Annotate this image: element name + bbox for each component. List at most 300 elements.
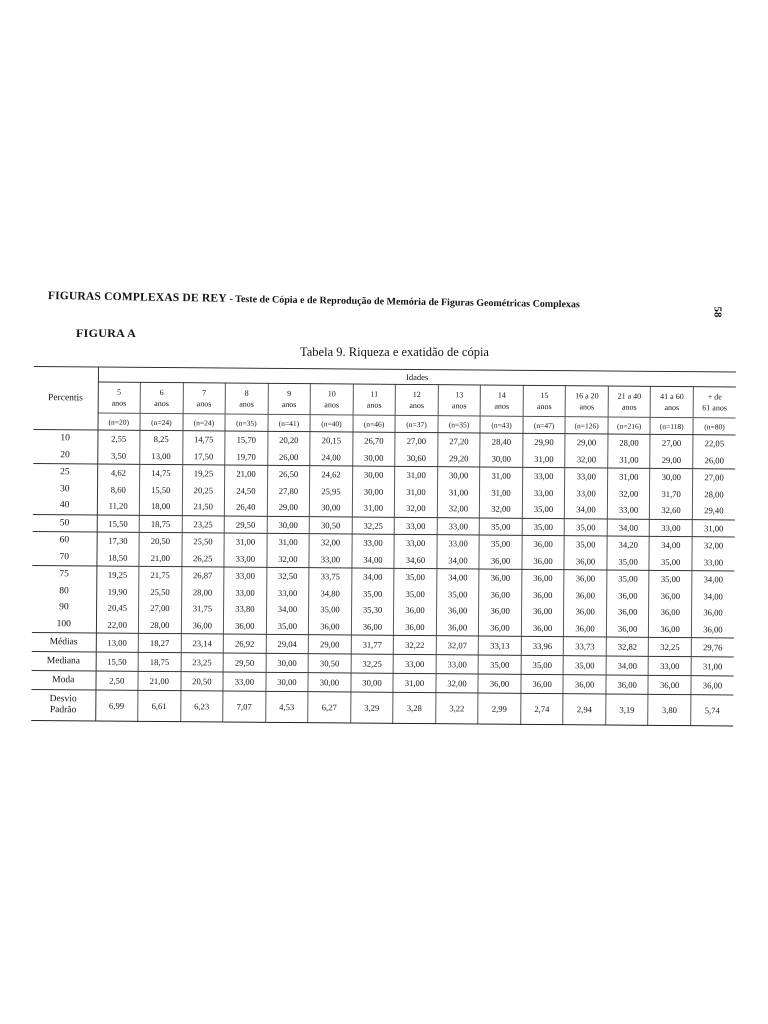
table-cell: 31,00 xyxy=(608,451,651,468)
table-cell: 34,00 xyxy=(352,551,395,568)
table-cell: 33,00 xyxy=(565,485,608,502)
age-header-line-2: anos xyxy=(409,400,425,411)
table-cell: 6,99 xyxy=(95,690,138,721)
table-cell: 32,00 xyxy=(437,500,480,517)
sample-size-cell: (n=40) xyxy=(310,415,353,432)
table-cell: 20,25 xyxy=(182,482,225,499)
table-cell: 27,00 xyxy=(139,600,182,617)
age-header-line-1: 41 a 60 xyxy=(660,391,684,402)
table-cell: 33,00 xyxy=(309,551,352,568)
table-cell: 18,50 xyxy=(96,549,139,566)
age-header-line-2: anos xyxy=(621,402,637,412)
table-cell: 33,00 xyxy=(394,534,437,551)
table-cell: 36,00 xyxy=(436,619,479,636)
statistic-label-line-2: Padrão xyxy=(49,705,77,716)
table-cell: 27,20 xyxy=(438,433,481,450)
table-cell: 27,00 xyxy=(395,432,438,449)
table-cell: 33,00 xyxy=(436,655,479,674)
percentile-label: 20 xyxy=(33,446,97,464)
table-cell: 30,00 xyxy=(266,672,309,691)
age-header-line-2: anos xyxy=(154,398,169,409)
table-cell: 30,00 xyxy=(352,483,395,500)
table-cell: 35,30 xyxy=(351,601,394,618)
table-cell: 36,00 xyxy=(479,552,522,569)
table-cell: 15,50 xyxy=(97,514,140,532)
table-cell: 35,00 xyxy=(607,553,650,570)
statistic-label: Médias xyxy=(32,632,96,652)
table-cell: 30,00 xyxy=(352,466,395,483)
age-header-line-1: 9 xyxy=(287,388,292,399)
table-cell: 35,00 xyxy=(563,656,606,675)
age-header-line-2: anos xyxy=(579,402,595,412)
table-cell: 33,00 xyxy=(437,535,480,552)
table-cell: 29,90 xyxy=(523,433,566,450)
age-header-cell xyxy=(310,384,353,415)
table-cell: 29,50 xyxy=(224,516,267,534)
percentile-label: 10 xyxy=(33,429,97,447)
table-cell: 28,00 xyxy=(181,584,224,601)
table-cell: 32,07 xyxy=(436,636,479,655)
table-cell: 24,50 xyxy=(225,482,268,499)
percentile-label: 40 xyxy=(33,497,97,515)
sample-size-cell: (n=46) xyxy=(353,415,396,432)
table-cell: 33,00 xyxy=(437,517,480,535)
table-cell: 35,00 xyxy=(266,617,309,634)
table-cell: 18,75 xyxy=(138,652,181,671)
table-cell: 21,50 xyxy=(182,498,225,515)
sample-size-cell: (n=35) xyxy=(438,416,481,433)
age-header-cell xyxy=(183,383,226,414)
table-cell: 29,00 xyxy=(308,635,351,654)
table-cell: 24,00 xyxy=(310,449,353,466)
table-cell: 36,00 xyxy=(479,569,522,586)
table-cell: 35,00 xyxy=(649,570,692,587)
table-cell: 30,00 xyxy=(437,467,480,484)
statistic-label: Mediana xyxy=(32,651,96,671)
table-cell: 30,00 xyxy=(308,673,351,692)
table-cell: 36,00 xyxy=(691,621,734,638)
age-header-cell xyxy=(438,385,481,416)
table-cell: 32,82 xyxy=(606,637,649,656)
norms-table-container xyxy=(31,366,736,727)
age-header-cell xyxy=(565,386,608,417)
table-cell: 32,00 xyxy=(267,550,310,567)
table-cell: 29,50 xyxy=(223,653,266,672)
table-cell: 31,00 xyxy=(691,657,734,676)
table-cell: 3,28 xyxy=(393,692,436,723)
age-header-line-1: 7 xyxy=(202,388,207,398)
table-cell: 21,00 xyxy=(138,671,181,690)
table-cell: 30,00 xyxy=(352,449,395,466)
age-header-line-1: 5 xyxy=(117,387,122,397)
table-cell: 32,00 xyxy=(395,500,438,517)
table-cell: 36,00 xyxy=(606,620,649,637)
table-cell: 21,00 xyxy=(139,549,182,566)
table-cell: 31,77 xyxy=(351,635,394,654)
table-cell: 36,00 xyxy=(607,587,650,604)
table-header xyxy=(34,366,736,435)
table-cell: 25,50 xyxy=(139,583,182,600)
table-cell: 20,50 xyxy=(181,672,224,691)
table-cell: 31,75 xyxy=(181,600,224,617)
table-cell: 30,00 xyxy=(480,450,523,467)
table-cell: 35,00 xyxy=(607,570,650,587)
percentile-label: 80 xyxy=(32,582,96,599)
table-cell: 34,00 xyxy=(607,519,650,537)
table-cell: 2,50 xyxy=(95,671,138,690)
table-cell: 36,00 xyxy=(479,619,522,636)
table-cell: 20,20 xyxy=(267,431,310,448)
table-cell: 23,25 xyxy=(182,515,225,533)
table-cell: 11,20 xyxy=(97,497,140,514)
age-header-line-1: + de xyxy=(707,392,722,402)
table-cell: 36,00 xyxy=(564,620,607,637)
table-cell: 27,00 xyxy=(704,472,724,483)
table-cell: 35,00 xyxy=(522,501,565,518)
table-cell: 30,00 xyxy=(351,673,394,692)
age-header-line-2: anos xyxy=(451,401,467,411)
table-cell: 34,80 xyxy=(309,585,352,602)
table-cell: 14,75 xyxy=(140,464,183,481)
table-cell: 35,00 xyxy=(394,568,437,585)
table-cell: 34,20 xyxy=(607,536,650,553)
table-cell: 34,00 xyxy=(565,501,608,518)
table-cell: 33,00 xyxy=(224,584,267,601)
table-cell: 35,00 xyxy=(436,586,479,603)
age-header-cell xyxy=(353,384,396,415)
table-cell: 35,00 xyxy=(522,518,565,536)
table-cell: 8,60 xyxy=(97,481,140,498)
table-cell: 6,27 xyxy=(308,692,351,723)
table-cell: 20,45 xyxy=(96,599,139,616)
running-header xyxy=(48,290,688,312)
table-cell: 36,00 xyxy=(521,586,564,603)
table-cell: 35,00 xyxy=(479,535,522,552)
age-header-line-1: 21 a 40 xyxy=(617,391,642,401)
age-header-line-1: 13 xyxy=(455,390,464,400)
table-cell: 26,00 xyxy=(267,448,310,465)
table-cell: 35,00 xyxy=(479,518,522,536)
table-cell: 34,00 xyxy=(437,569,480,586)
table-cell: 33,00 xyxy=(352,534,395,551)
percentile-label: 30 xyxy=(33,480,97,497)
table-cell: 36,00 xyxy=(522,552,565,569)
sample-size-cell: (n=43) xyxy=(480,416,523,433)
table-cell: 15,50 xyxy=(139,481,182,498)
percentile-label: 75 xyxy=(32,565,96,583)
table-cell: 30,00 xyxy=(266,653,309,672)
table-cell: 19,25 xyxy=(96,566,139,583)
table-cell: 29,76 xyxy=(691,638,734,657)
table-cell: 4,62 xyxy=(97,464,140,481)
table-cell: 25,50 xyxy=(182,533,225,550)
table-cell: 26,87 xyxy=(181,567,224,584)
age-header-line-2: anos xyxy=(536,401,552,412)
table-cell: 36,00 xyxy=(703,607,723,618)
age-header-line-2: anos xyxy=(494,401,510,411)
table-cell: 36,00 xyxy=(649,620,692,637)
table-cell: 25,95 xyxy=(310,483,353,500)
table-cell: 35,00 xyxy=(309,601,352,618)
age-header-cell xyxy=(140,382,183,413)
table-cell: 4,53 xyxy=(265,691,308,722)
statistic-label-line-1: Desvio xyxy=(49,694,77,705)
table-cell: 31,00 xyxy=(480,484,523,501)
table-cell: 36,00 xyxy=(564,603,607,620)
sample-size-cell: (n=216) xyxy=(608,417,651,434)
table-cell: 28,00 xyxy=(608,434,651,451)
table-cell: 8,25 xyxy=(140,430,183,447)
table-cell: 36,00 xyxy=(479,586,522,603)
age-header-cell xyxy=(225,383,268,414)
sample-size-cell: (n=118) xyxy=(650,417,693,434)
table-cell: 29,00 xyxy=(267,499,310,516)
table-cell: 31,00 xyxy=(395,483,438,500)
table-cell: 33,00 xyxy=(565,468,608,485)
age-header-line-2: anos xyxy=(111,398,127,408)
table-cell: 30,00 xyxy=(650,468,693,485)
table-cell: 13,00 xyxy=(96,633,139,652)
table-cell: 17,30 xyxy=(97,532,140,549)
table-cell: 2,94 xyxy=(563,694,606,725)
percentile-label: 60 xyxy=(33,531,97,549)
table-cell: 36,00 xyxy=(691,676,734,695)
table-cell: 36,00 xyxy=(606,675,649,694)
table-cell: 13,00 xyxy=(140,447,183,464)
age-header-line-1: 6 xyxy=(159,387,164,398)
table-cell: 3,50 xyxy=(97,447,140,464)
table-cell: 29,04 xyxy=(266,634,309,653)
table-cell: 3,29 xyxy=(350,692,393,723)
table-cell: 32,25 xyxy=(351,654,394,673)
table-cell: 36,00 xyxy=(394,602,437,619)
table-cell: 7,07 xyxy=(223,691,266,722)
table-cell: 28,00 xyxy=(704,489,724,500)
table-cell: 31,00 xyxy=(352,500,395,517)
table-cell: 2,99 xyxy=(478,693,521,724)
table-cell: 36,00 xyxy=(436,602,479,619)
age-header-line-1: 16 a 20 xyxy=(575,391,599,401)
age-header-line-2: anos xyxy=(239,399,254,409)
table-cell: 36,00 xyxy=(522,535,565,552)
table-cell: 31,00 xyxy=(393,673,436,692)
table-cell: 34,00 xyxy=(351,568,394,585)
norms-table xyxy=(31,366,736,727)
row-header-percentis: Percentis xyxy=(34,366,98,430)
page-number: 58 xyxy=(711,306,724,318)
sample-size-cell: (n=47) xyxy=(523,416,566,433)
table-cell: 36,00 xyxy=(351,618,394,635)
table-cell: 35,00 xyxy=(565,518,608,536)
table-cell: 32,25 xyxy=(352,517,395,535)
table-cell: 32,00 xyxy=(309,534,352,551)
figure-title: FIGURA A xyxy=(76,326,137,340)
table-cell: 36,00 xyxy=(649,587,692,604)
age-header-line-1: 8 xyxy=(244,388,249,398)
table-cell: 36,00 xyxy=(522,569,565,586)
table-cell: 31,00 xyxy=(480,467,523,484)
table-cell: 3,19 xyxy=(606,694,649,725)
sample-size-cell: (n=24) xyxy=(140,413,183,430)
table-cell: 36,00 xyxy=(521,603,564,620)
table-cell: 26,25 xyxy=(181,550,224,567)
table-cell: 35,00 xyxy=(564,536,607,553)
table-cell: 32,22 xyxy=(393,635,436,654)
age-header-line-1: 15 xyxy=(540,390,549,401)
age-header-line-2: 61 anos xyxy=(702,403,728,413)
table-cell: 20,50 xyxy=(139,532,182,549)
table-cell: 30,50 xyxy=(309,516,352,534)
table-cell: 15,70 xyxy=(225,431,268,448)
table-cell: 33,00 xyxy=(692,554,735,571)
table-cell: 33,73 xyxy=(564,637,607,656)
table-cell: 22,05 xyxy=(704,438,725,449)
table-cell: 27,80 xyxy=(267,482,310,499)
table-cell: 2,74 xyxy=(521,693,564,724)
statistic-label xyxy=(31,689,95,721)
table-cell: 21,75 xyxy=(139,566,182,583)
percentile-label: 90 xyxy=(32,599,96,616)
table-cell: 34,00 xyxy=(703,574,724,585)
age-header-cell xyxy=(693,387,736,418)
table-cell: 36,00 xyxy=(521,674,564,693)
table-cell: 33,00 xyxy=(393,654,436,673)
table-cell: 33,00 xyxy=(266,584,309,601)
table-cell: 32,00 xyxy=(607,485,650,502)
table-cell: 33,80 xyxy=(224,600,267,617)
table-cell: 36,00 xyxy=(564,570,607,587)
age-header-cell xyxy=(651,386,694,417)
table-cell: 32,60 xyxy=(650,502,693,519)
table-cell: 32,00 xyxy=(436,674,479,693)
table-cell: 6,23 xyxy=(180,691,223,722)
table-cell: 32,00 xyxy=(703,540,724,551)
book-title: FIGURAS COMPLEXAS DE REY xyxy=(47,290,227,305)
table-cell: 34,00 xyxy=(606,656,649,675)
table-cell: 36,00 xyxy=(563,675,606,694)
table-cell: 26,40 xyxy=(224,499,267,516)
table-cell: 6,61 xyxy=(138,690,181,721)
table-cell: 36,00 xyxy=(394,618,437,635)
table-cell: 31,00 xyxy=(523,450,566,467)
age-header-line-2: anos xyxy=(366,400,382,410)
age-header-cell xyxy=(523,385,566,416)
table-cell: 31,00 xyxy=(692,519,735,537)
table-cell: 33,96 xyxy=(521,636,564,655)
sample-size-cell: (n=80) xyxy=(693,418,736,435)
sample-size-cell: (n=126) xyxy=(565,417,608,434)
table-cell: 33,00 xyxy=(522,484,565,501)
table-cell: 34,00 xyxy=(703,591,723,602)
table-cell: 33,00 xyxy=(650,519,693,537)
statistic-label: Moda xyxy=(31,670,95,690)
table-cell: 26,50 xyxy=(267,465,310,482)
table-cell: 30,60 xyxy=(395,449,438,466)
table-cell: 29,00 xyxy=(650,451,693,468)
table-cell: 36,00 xyxy=(564,587,607,604)
table-cell: 29,20 xyxy=(437,450,480,467)
table-cell: 21,00 xyxy=(225,465,268,482)
table-cell: 36,00 xyxy=(521,619,564,636)
table-cell: 20,15 xyxy=(310,432,353,449)
table-cell: 31,70 xyxy=(650,485,693,502)
table-cell: 18,27 xyxy=(138,633,181,652)
age-header-cell xyxy=(268,383,311,414)
table-cell: 19,25 xyxy=(182,465,225,482)
table-cell: 2,55 xyxy=(97,430,140,447)
table-cell: 14,75 xyxy=(182,431,225,448)
percentile-label: 50 xyxy=(33,514,97,532)
table-cell: 27,00 xyxy=(650,434,693,451)
table-cell: 26,00 xyxy=(693,452,736,469)
table-cell: 35,00 xyxy=(351,585,394,602)
age-header-cell xyxy=(395,384,438,415)
table-cell: 35,00 xyxy=(521,655,564,674)
table-cell: 34,00 xyxy=(266,601,309,618)
table-cell: 29,40 xyxy=(692,502,735,519)
table-cell: 36,00 xyxy=(309,618,352,635)
age-header-line-1: 12 xyxy=(412,389,421,400)
table-cell: 31,00 xyxy=(267,533,310,550)
table-cell: 36,00 xyxy=(479,603,522,620)
sample-size-cell: (n=37) xyxy=(395,415,438,432)
table-cell: 33,00 xyxy=(648,656,691,675)
table-cell: 35,00 xyxy=(394,585,437,602)
table-cell: 36,00 xyxy=(223,617,266,634)
age-header-line-1: 10 xyxy=(327,389,336,399)
table-body xyxy=(31,429,735,726)
table-cell: 32,25 xyxy=(649,637,692,656)
age-header-cell xyxy=(480,385,523,416)
table-caption: Tabela 9. Riqueza e exatidão de cópia xyxy=(300,345,489,359)
table-cell: 33,00 xyxy=(224,550,267,567)
percentile-label: 100 xyxy=(32,615,96,633)
table-cell: 26,70 xyxy=(353,432,396,449)
table-cell: 33,13 xyxy=(479,636,522,655)
age-header-line-2: anos xyxy=(324,400,339,410)
table-cell: 15,50 xyxy=(96,652,139,671)
table-cell: 36,00 xyxy=(649,604,692,621)
table-cell: 5,74 xyxy=(691,695,734,726)
table-cell: 34,60 xyxy=(394,551,437,568)
table-cell: 30,50 xyxy=(308,654,351,673)
table-cell: 23,25 xyxy=(181,653,224,672)
table-cell: 33,00 xyxy=(223,672,266,691)
table-cell: 36,00 xyxy=(648,675,691,694)
age-header-line-2: anos xyxy=(281,399,297,410)
table-cell: 26,92 xyxy=(223,634,266,653)
table-cell: 33,00 xyxy=(522,467,565,484)
percentile-label: 25 xyxy=(33,463,97,481)
age-header-line-1: 11 xyxy=(370,389,379,399)
table-cell: 32,00 xyxy=(480,501,523,518)
table-cell: 32,00 xyxy=(565,451,608,468)
table-cell: 18,00 xyxy=(139,498,182,515)
header-idades: Idades xyxy=(98,367,736,387)
table-cell: 36,00 xyxy=(478,674,521,693)
table-cell: 36,00 xyxy=(564,553,607,570)
table-cell: 28,40 xyxy=(480,433,523,450)
table-cell: 36,00 xyxy=(181,617,224,634)
table-cell: 18,75 xyxy=(139,515,182,533)
book-subtitle: - Teste de Cópia e de Reprodução de Memória de Figuras Geométricas Complexas xyxy=(229,293,580,311)
table-cell: 23,14 xyxy=(181,634,224,653)
table-cell: 29,00 xyxy=(565,434,608,451)
statistic-row xyxy=(31,689,733,726)
table-cell: 3,22 xyxy=(435,693,478,724)
table-cell: 28,00 xyxy=(138,616,181,633)
age-header-cell xyxy=(98,382,141,413)
